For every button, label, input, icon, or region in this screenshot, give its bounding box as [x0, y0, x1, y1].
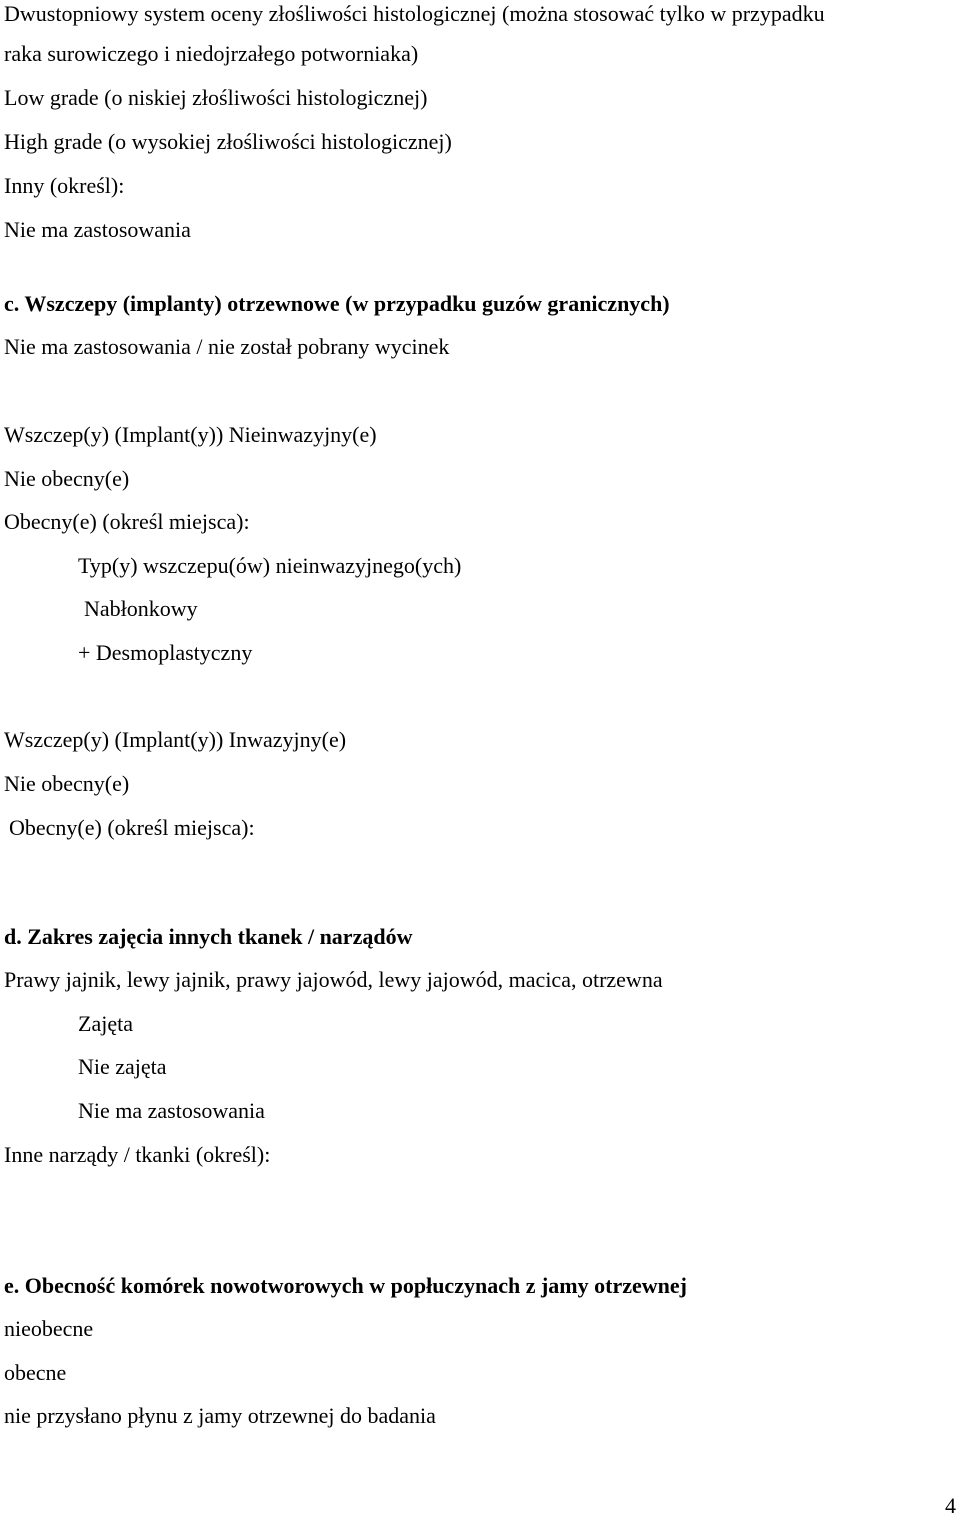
section-e-heading: e. Obecność komórek nowotworowych w popłuczynach z jamy otrzewnej — [4, 1273, 687, 1298]
section-c-heading: c. Wszczepy (implanty) otrzewnowe (w przypadku guzów granicznych) — [4, 291, 670, 316]
noninvasive-type-title: Typ(y) wszczepu(ów) nieinwazyjnego(ych) — [78, 553, 462, 578]
option-invasive-present[interactable]: Obecny(e) (określ miejsca): — [9, 815, 255, 840]
page-number: 4 — [945, 1493, 956, 1518]
option-not-involved[interactable]: Nie zajęta — [78, 1054, 167, 1079]
option-involved[interactable]: Zajęta — [78, 1011, 133, 1036]
noninvasive-implants-title: Wszczep(y) (Implant(y)) Nieinwazyjny(e) — [4, 422, 377, 447]
other-organs-specify[interactable]: Inne narządy / tkanki (określ): — [4, 1142, 271, 1167]
option-no-fluid-sent[interactable]: nie przysłano płynu z jamy otrzewnej do badania — [4, 1403, 436, 1428]
grading-system-text-line-2: raka surowiczego i niedojrzałego potworniaka) — [4, 41, 419, 66]
option-d-not-applicable[interactable]: Nie ma zastosowania — [78, 1098, 265, 1123]
option-noninvasive-present[interactable]: Obecny(e) (określ miejsca): — [4, 509, 250, 534]
invasive-implants-title: Wszczep(y) (Implant(y)) Inwazyjny(e) — [4, 727, 347, 752]
option-not-applicable[interactable]: Nie ma zastosowania — [4, 217, 191, 242]
option-noninvasive-absent[interactable]: Nie obecny(e) — [4, 466, 130, 491]
option-low-grade[interactable]: Low grade (o niskiej złośliwości histologicznej) — [4, 85, 428, 110]
grading-system-text-line-1: Dwustopniowy system oceny złośliwości histologicznej (można stosować tylko w przypadku — [4, 1, 825, 26]
option-high-grade[interactable]: High grade (o wysokiej złośliwości histologicznej) — [4, 129, 452, 154]
option-c-not-applicable[interactable]: Nie ma zastosowania / nie został pobrany wycinek — [4, 334, 450, 359]
section-d-heading: d. Zakres zajęcia innych tkanek / narządów — [4, 924, 413, 949]
option-invasive-absent[interactable]: Nie obecny(e) — [4, 771, 130, 796]
option-epithelial[interactable]: Nabłonkowy — [84, 596, 198, 621]
option-desmoplastic[interactable]: + Desmoplastyczny — [78, 640, 253, 665]
option-other-specify[interactable]: Inny (określ): — [4, 173, 125, 198]
organs-list-line: Prawy jajnik, lewy jajnik, prawy jajowód, lewy jajowód, macica, otrzewna — [4, 967, 663, 992]
option-absent[interactable]: nieobecne — [4, 1316, 94, 1341]
option-present[interactable]: obecne — [4, 1360, 67, 1385]
